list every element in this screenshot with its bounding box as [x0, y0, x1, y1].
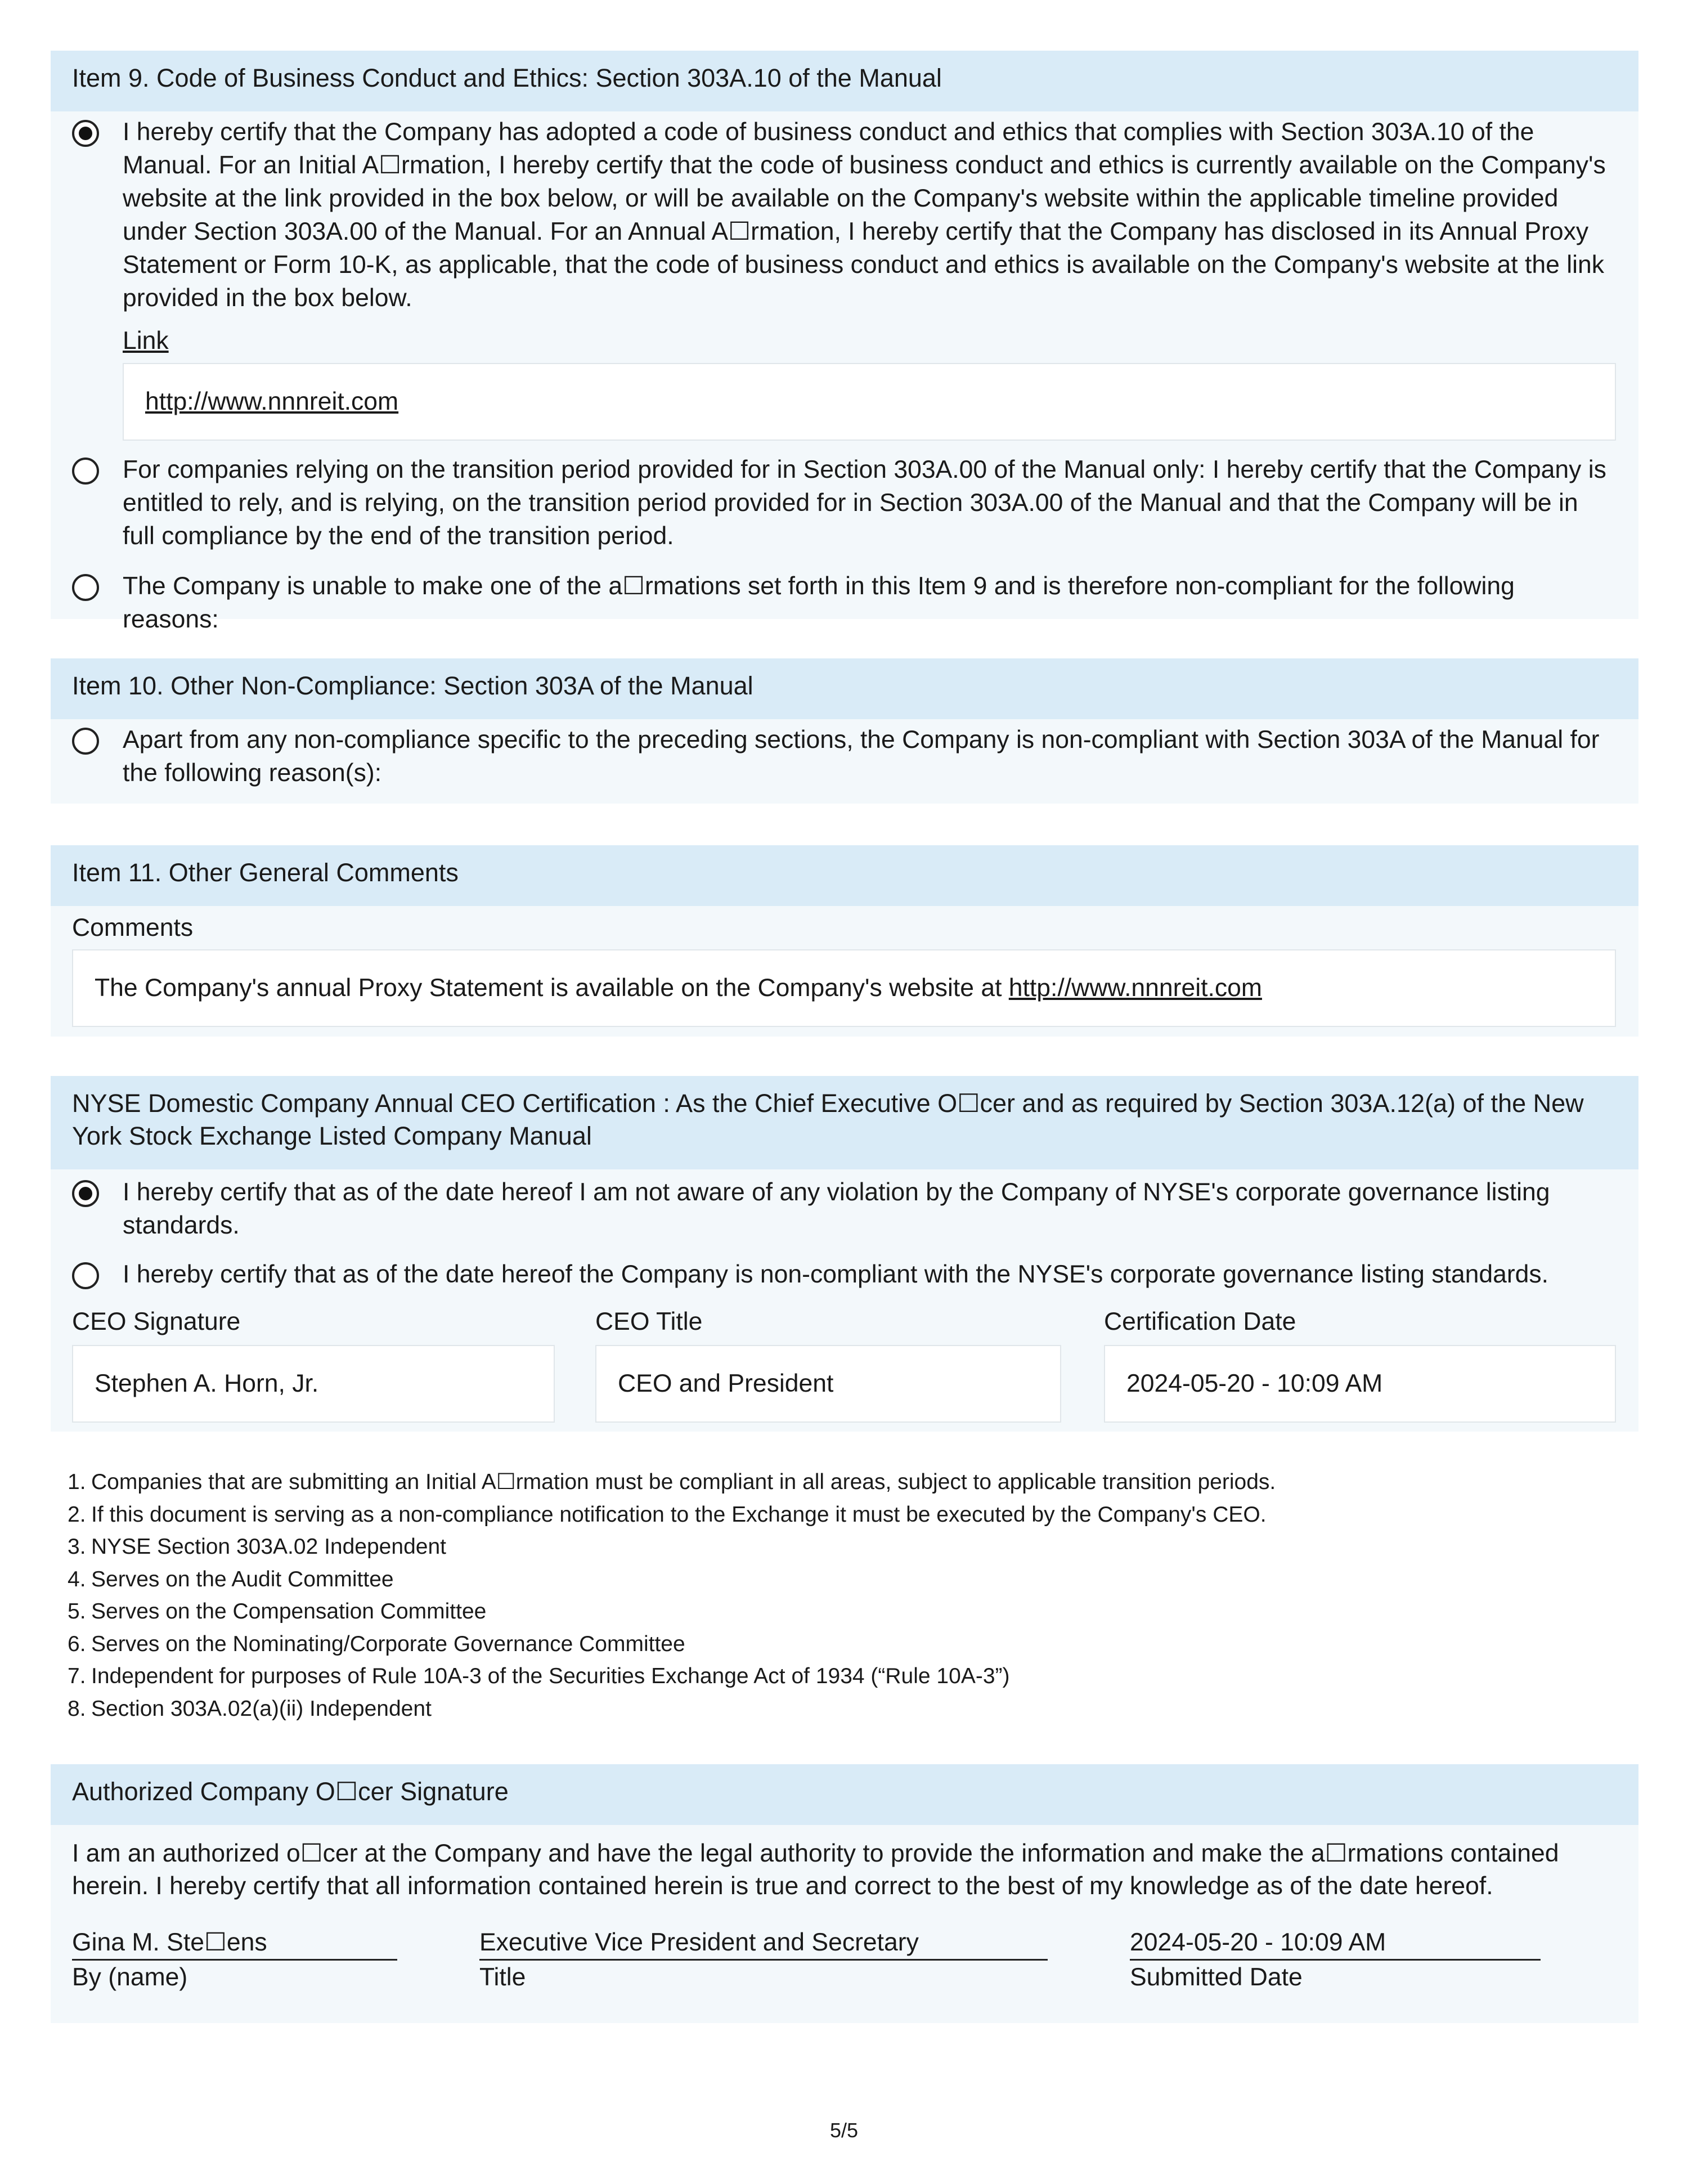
footnote-number: 5. [68, 1599, 86, 1624]
footnote-number: 7. [68, 1664, 86, 1688]
ceo-title-field[interactable] [595, 1345, 1061, 1423]
cert-date-label: Certification Date [1104, 1308, 1296, 1335]
item11-comments-box[interactable] [72, 949, 1616, 1027]
officer-date-label: Submitted Date [1130, 1963, 1303, 1991]
cert-date-value: 2024-05-20 - 10:09 AM [1126, 1370, 1383, 1397]
item9-link-value[interactable]: http://www.nnnreit.com [145, 388, 399, 415]
footnote-number: 1. [68, 1470, 86, 1494]
officer-name-value: Gina M. Ste☐ens [72, 1926, 397, 1961]
item9-option-3-text: The Company is unable to make one of the a☐rmations set forth in this Item 9 and is therefore non-compliant for the following reasons: [123, 572, 1515, 633]
item10-option [51, 723, 1638, 790]
ceo-radio-1[interactable] [72, 1180, 99, 1207]
item10-title: Item 10. Other Non-Compliance: Section 303A of the Manual [51, 658, 1638, 719]
item9-radio-3[interactable] [72, 574, 99, 601]
footnote-text: Companies that are submitting an Initial A☐rmation must be compliant in all areas, subject to applicable transition periods. [91, 1470, 1276, 1494]
item9-title: Item 9. Code of Business Conduct and Ethics: Section 303A.10 of the Manual [51, 51, 1638, 111]
item9-link-label: Link [123, 327, 169, 355]
officer-title-label: Title [479, 1963, 526, 1991]
item11-title: Item 11. Other General Comments [51, 845, 1638, 906]
footnotes [68, 1466, 1276, 1725]
item9-option-3 [51, 569, 1638, 636]
cert-date-field[interactable] [1104, 1345, 1616, 1423]
ceo-option-1-text: I hereby certify that as of the date hereof I am not aware of any violation by the Company of NYSE's corporate governance listing standards. [123, 1178, 1550, 1239]
ceo-option-2 [51, 1258, 1638, 1291]
item10-radio[interactable] [72, 728, 99, 755]
footnote-text: Serves on the Audit Committee [91, 1567, 394, 1591]
ceo-signature-value: Stephen A. Horn, Jr. [95, 1370, 319, 1397]
footnote-number: 3. [68, 1535, 86, 1559]
item11-comment-link[interactable]: http://www.nnnreit.com [1008, 974, 1262, 1002]
footnote-item [68, 1628, 1276, 1661]
footnote-item [68, 1595, 1276, 1628]
item9-option-2-text: For companies relying on the transition period provided for in Section 303A.00 of the Manual only: I hereby certify that the Company is entitled to rely, and is relying, on the transition period provided for in Section 303A.00 of the Manual and that the Company will be in full compliance by the end of the transition period. [123, 456, 1606, 550]
footnote-text: Serves on the Nominating/Corporate Governance Committee [91, 1631, 685, 1656]
item9-radio-2[interactable] [72, 458, 99, 485]
ceo-cert-section [51, 1076, 1638, 1432]
footnote-number: 6. [68, 1631, 86, 1656]
ceo-signature-field[interactable] [72, 1345, 555, 1423]
footnote-number: 8. [68, 1696, 86, 1721]
footnote-item [68, 1563, 1276, 1596]
footnote-item [68, 1531, 1276, 1563]
officer-statement: I am an authorized o☐cer at the Company and have the legal authority to provide the information and make the a☐rmations contained herein. I hereby certify that all information contained herein is true and correct to the best of my knowledge as of the date hereof. [72, 1840, 1559, 1900]
ceo-title-label: CEO Title [595, 1308, 703, 1335]
footnote-item [68, 1693, 1276, 1725]
footnote-text: Section 303A.02(a)(ii) Independent [91, 1696, 432, 1721]
officer-title: Authorized Company O☐cer Signature [51, 1764, 1638, 1825]
item11-comments-label: Comments [72, 914, 194, 941]
footnote-number: 2. [68, 1502, 86, 1527]
officer-date-value: 2024-05-20 - 10:09 AM [1130, 1926, 1541, 1961]
footnote-text: If this document is serving as a non-compliance notification to the Exchange it must be executed by the Company's CEO. [91, 1502, 1267, 1527]
item10-section [51, 658, 1638, 804]
footnote-text: NYSE Section 303A.02 Independent [91, 1535, 446, 1559]
item9-option-1-text: I hereby certify that the Company has adopted a code of business conduct and ethics that complies with Section 303A.10 of the Manual. For an Initial A☐rmation, I hereby certify that the code of business conduct and ethics is currently available on the Company's website at the link provided in the box below, or will be available on the Company's website within the applicable timeline provided under Section 303A.00 of the Manual. For an Annual A☐rmation, I hereby certify that the Company has disclosed in its Annual Proxy Statement or Form 10-K, as applicable, that the code of business conduct and ethics is available on the Company's website at the link provided in the box below. [123, 118, 1606, 312]
ceo-radio-2[interactable] [72, 1262, 99, 1289]
ceo-cert-title: NYSE Domestic Company Annual CEO Certification : As the Chief Executive O☐cer and as required by Section 303A.12(a) of the New York Stock Exchange Listed Company Manual [51, 1076, 1638, 1169]
footnote-item [68, 1466, 1276, 1499]
ceo-signature-label: CEO Signature [72, 1308, 241, 1335]
footnote-text: Serves on the Compensation Committee [91, 1599, 487, 1624]
officer-name-label: By (name) [72, 1963, 188, 1991]
footnote-item [68, 1499, 1276, 1531]
item9-section [51, 51, 1638, 633]
ceo-title-value: CEO and President [618, 1370, 834, 1397]
item11-comment-text: The Company's annual Proxy Statement is available on the Company's website at [95, 974, 1009, 1002]
item11-section [51, 845, 1638, 1037]
officer-section [51, 1764, 1638, 2023]
footnote-text: Independent for purposes of Rule 10A-3 of the Securities Exchange Act of 1934 (“Rule 10A-3”) [91, 1664, 1010, 1688]
page-number: 5/5 [829, 2119, 859, 2142]
officer-title-value: Executive Vice President and Secretary [479, 1926, 1048, 1961]
item9-option-2 [51, 453, 1638, 553]
ceo-option-1 [51, 1176, 1638, 1242]
footnote-number: 4. [68, 1567, 86, 1591]
item9-radio-1[interactable] [72, 120, 99, 147]
footnote-item [68, 1660, 1276, 1693]
item9-link-box[interactable] [123, 363, 1616, 441]
ceo-option-2-text: I hereby certify that as of the date hereof the Company is non-compliant with the NYSE's corporate governance listing standards. [123, 1261, 1549, 1288]
item9-option-1 [51, 115, 1638, 315]
item10-option-text: Apart from any non-compliance specific to the preceding sections, the Company is non-compliant with Section 303A of the Manual for the following reason(s): [123, 726, 1600, 787]
